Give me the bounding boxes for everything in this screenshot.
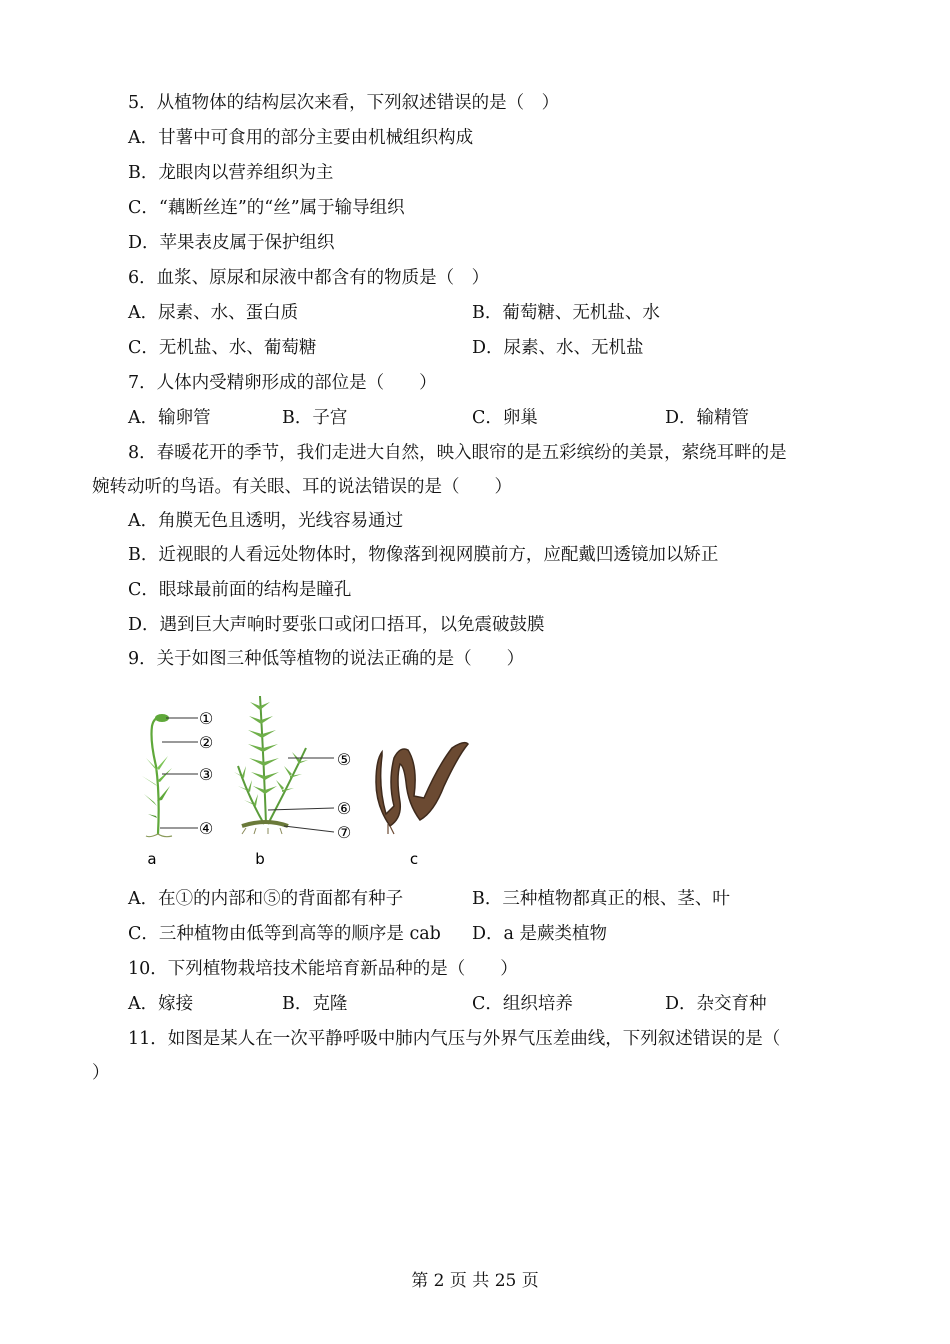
q6-option-d: D．尿素、水、无机盐 — [472, 338, 644, 358]
moss-plant-illustration — [142, 714, 198, 837]
plant-label-c: c — [409, 850, 419, 868]
q5-option-b: B．龙眼肉以营养组织为主 — [128, 163, 334, 183]
q6-option-a: A．尿素、水、蛋白质 — [128, 303, 299, 323]
q8-option-c: C．眼球最前面的结构是瞳孔 — [128, 580, 352, 600]
q8-stem-line2: 婉转动听的鸟语。有关眼、耳的说法错误的是（ ） — [92, 477, 512, 497]
marker-1: ① — [198, 709, 214, 728]
q10-option-a: A．嫁接 — [128, 994, 194, 1014]
q9-option-d: D．a 是蕨类植物 — [472, 924, 608, 944]
q6-option-c: C．无机盐、水、葡萄糖 — [128, 338, 317, 358]
plant-label-b: b — [255, 850, 265, 868]
q5-option-c: C．“藕断丝连”的“丝”属于输导组织 — [128, 198, 405, 218]
q5-option-a: A．甘薯中可食用的部分主要由机械组织构成 — [128, 128, 474, 148]
q8-option-a: A．角膜无色且透明，光线容易通过 — [128, 511, 404, 531]
q9-option-c: C．三种植物由低等到高等的顺序是 cab — [128, 924, 441, 944]
q10-stem: 10．下列植物栽培技术能培育新品种的是（ ） — [128, 959, 518, 979]
marker-6: ⑥ — [336, 799, 352, 818]
q5-stem: 5．从植物体的结构层次来看，下列叙述错误的是（ ） — [128, 93, 560, 113]
marker-7: ⑦ — [336, 823, 352, 842]
q8-option-d: D．遇到巨大声响时要张口或闭口捂耳，以免震破鼓膜 — [128, 615, 545, 635]
fern-plant-illustration — [234, 696, 334, 834]
q10-option-b: B．克隆 — [282, 994, 348, 1014]
q11-stem-line2: ） — [92, 1063, 110, 1083]
page-number: 第 2 页 共 25 页 — [411, 1271, 539, 1291]
marker-4: ④ — [198, 819, 214, 838]
q5-option-d: D．苹果表皮属于保护组织 — [128, 233, 335, 253]
marker-3: ③ — [198, 765, 214, 784]
q9-option-a: A．在①的内部和⑤的背面都有种子 — [128, 889, 404, 909]
q7-option-a: A．输卵管 — [128, 408, 211, 428]
q9-stem: 9．关于如图三种低等植物的说法正确的是（ ） — [128, 649, 525, 669]
q11-stem-line1: 11．如图是某人在一次平静呼吸中肺内气压与外界气压差曲线，下列叙述错误的是（ — [128, 1029, 781, 1049]
q10-option-c: C．组织培养 — [472, 994, 573, 1014]
marker-2: ② — [198, 733, 214, 752]
plants-figure — [138, 686, 478, 876]
q9-option-b: B．三种植物都真正的根、茎、叶 — [472, 889, 730, 909]
q7-option-c: C．卵巢 — [472, 408, 538, 428]
q6-stem: 6．血浆、原尿和尿液中都含有的物质是（ ） — [128, 268, 490, 288]
q7-option-d: D．输精管 — [665, 408, 750, 428]
q7-option-b: B．子宫 — [282, 408, 348, 428]
q8-stem-line1: 8．春暖花开的季节，我们走进大自然，映入眼帘的是五彩缤纷的美景，萦绕耳畔的是 — [128, 443, 787, 463]
seaweed-illustration — [376, 743, 468, 834]
q8-option-b: B．近视眼的人看远处物体时，物像落到视网膜前方，应配戴凹透镜加以矫正 — [128, 545, 719, 565]
q7-stem: 7．人体内受精卵形成的部位是（ ） — [128, 373, 437, 393]
plant-label-a: a — [147, 850, 157, 868]
q10-option-d: D．杂交育种 — [665, 994, 767, 1014]
q6-option-b: B．葡萄糖、无机盐、水 — [472, 303, 660, 323]
marker-5: ⑤ — [336, 750, 352, 769]
